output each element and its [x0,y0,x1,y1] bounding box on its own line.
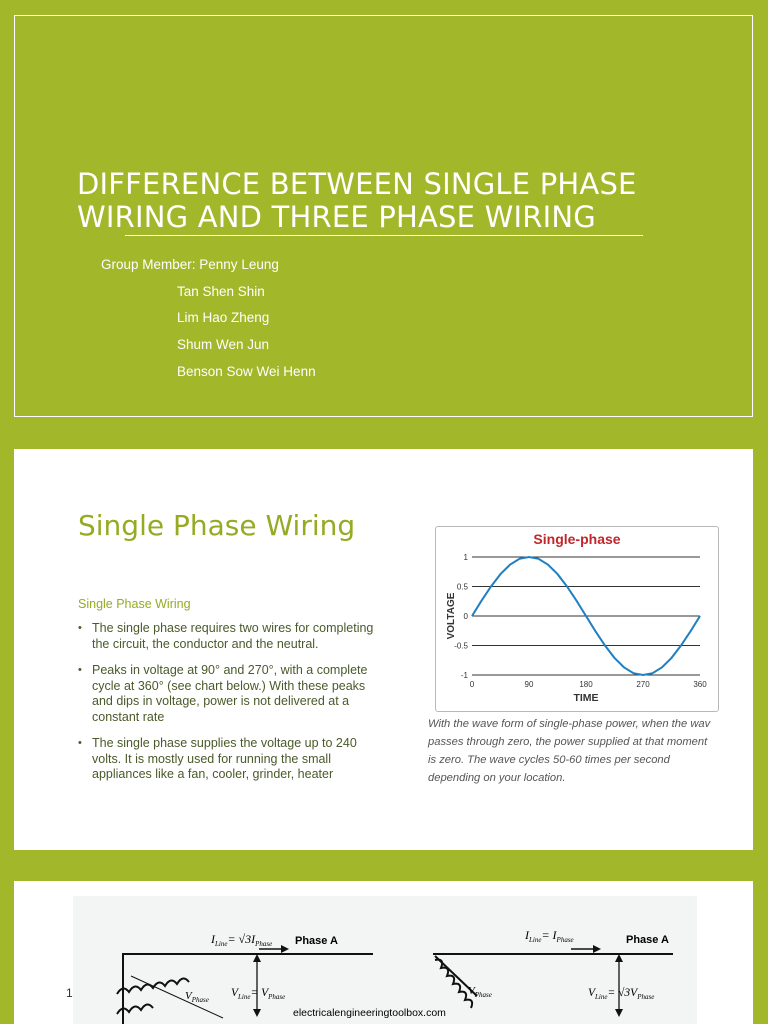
arrow-head-icon [253,954,261,962]
line-voltage-label: $V_{Line}= V_{Phase}$ [231,987,286,1001]
title-line-2: WIRING AND THREE PHASE WIRING [77,200,596,234]
x-tick-label: 270 [636,680,650,689]
y-axis-label: VOLTAGE [446,592,457,640]
slide-title: Single Phase Wiring [78,509,356,542]
phase-a-label: Phase A [626,934,670,946]
bullet-item: • Peaks in voltage at 90° and 270°, with a complete cycle at 360° (see chart below.) With these peaks and dips in voltage, power is not delivered at a constant rate [76,663,388,725]
phase-voltage-label: $V_{Phase}$ [185,990,209,1004]
arrow-head-icon [615,954,623,962]
source-watermark: electricalengineeringtoolbox.com [293,1007,446,1019]
bullet-item: • The single phase supplies the voltage up to 240 volts. It is mostly used for running the small appliances like a fan, cooler, grinder, heater [76,736,388,783]
arrow-head-icon [281,945,289,953]
diagram-svg [73,896,697,1024]
phase-a-label: Phase A [295,935,339,947]
arrow-head-icon [593,945,601,953]
caption-line: depending on your location. [428,772,566,784]
y-tick-label: -1 [460,671,468,680]
caption-line: is zero. The wave cycles 50-60 times per second [428,754,670,766]
chart-title: Single-phase [533,531,621,547]
y-tick-label: 0.5 [456,582,468,592]
x-tick-label: 90 [524,680,534,689]
presentation-title [77,168,717,234]
member-name: Benson Sow Wei Henn [177,364,316,379]
line-current-label: $I_{Line}= I_{Phase}$ [525,928,574,944]
bullet-item: • The single phase requires two wires for completing the circuit, the conductor and the neutral. [76,621,388,652]
arrow-head-icon [253,1009,261,1017]
single-phase-slide [0,432,768,866]
member-name: Shum Wen Jun [177,337,270,352]
line-voltage-label: $V_{Line}= √3V_{Phase}$ [588,987,655,1001]
line-current-label: $I_{Line}= √3I_{Phase}$ [211,932,273,948]
y-tick-label: 0 [463,612,468,621]
slide-subheading: Single Phase Wiring [78,597,191,611]
page-number: 1 [66,986,73,1000]
bullet-list [76,621,388,794]
title-line-1: DIFFERENCE BETWEEN SINGLE PHASE [77,167,637,201]
x-tick-labels [470,680,707,689]
x-tick-label: 180 [579,680,593,689]
x-tick-label: 360 [693,680,707,689]
coil-winding [435,960,472,1008]
caption-line: passes through zero, the power supplied at that moment [428,736,708,748]
chart-svg [436,527,718,711]
slide-card [14,449,753,850]
members-label: Group Member: Penny Leung [101,257,279,272]
title-underline [125,235,643,236]
member-name: Tan Shen Shin [177,284,265,299]
wiring-diagram [73,896,697,1024]
caption-line: With the wave form of single-phase power, when the wav [428,718,711,730]
arrow-head-icon [615,1009,623,1017]
member-name: Lim Hao Zheng [177,310,270,325]
x-axis-label: TIME [573,692,599,704]
y-tick-label: -0.5 [454,641,468,651]
x-tick-label: 0 [469,680,475,689]
y-tick-label: 1 [463,553,468,562]
single-phase-chart [435,526,719,712]
chart-caption [428,715,728,787]
phase-voltage-label: $V_{Phase}$ [468,985,492,999]
